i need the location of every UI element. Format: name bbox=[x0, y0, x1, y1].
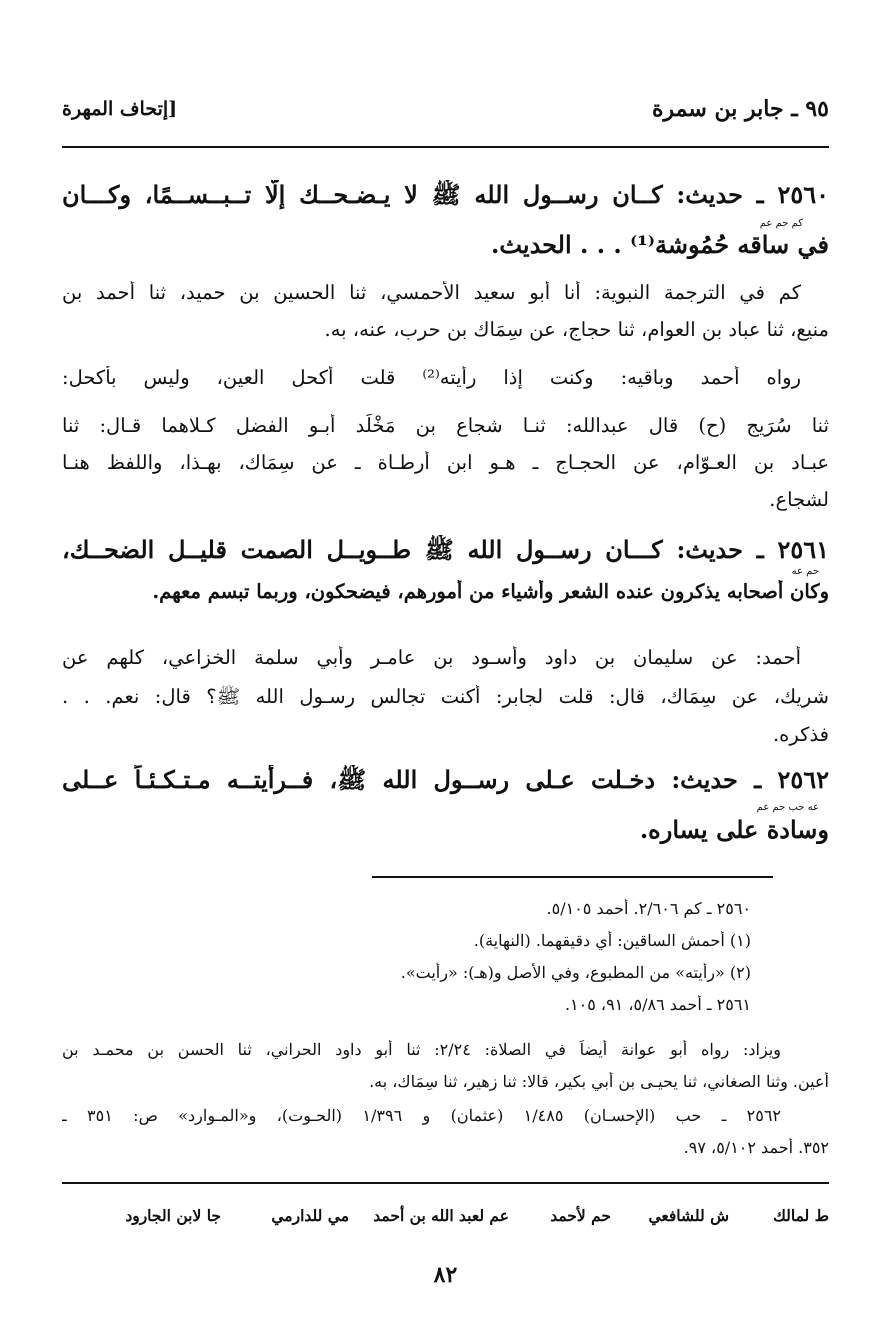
footnote-2562-source-line-1: ٢٥٦٢ ـ حب (الإحسـان) ١/٤٨٥ (عثمان) و ١/٣٩٦ (الحـوت)، و«المـوارد» ص: ٣٥١ ـ bbox=[62, 1106, 781, 1125]
hadith-2562-sigla: عه حب حم عم bbox=[756, 802, 819, 813]
hadith-2561-isnad-line-1: أحمد: عن سليمان بن داود وأسـود بن عامـر وأبي سلمة الخزاعي، كلهم عن bbox=[62, 646, 801, 669]
legend-abdullah: عم لعبد الله بن أحمد bbox=[373, 1206, 509, 1225]
footnote-addition-line-1: ويزاد: رواه أبو عوانة أيضاً في الصلاة: ٢/٢٤: ثنا أبو داود الحراني، ثنا الحسن بن محمـد بن bbox=[62, 1040, 781, 1059]
hadith-2561-sigla: حم عه bbox=[791, 566, 819, 577]
hadith-2560-isnad-line-2: منيع، ثنا عباد بن العوام، ثنا حجاج، عن سِمَاك بن حرب، عنه، به. bbox=[324, 318, 829, 341]
hadith-2560-text-end: في ساقه حُمُوشة⁽¹⁾ . . . الحديث. bbox=[490, 230, 829, 259]
footnote-2: (٢) «رأيته» من المطبوع، وفي الأصل و(هـ): «رأيت». bbox=[400, 963, 751, 982]
page-number: ٨٢ bbox=[433, 1262, 458, 1288]
legend-rule bbox=[62, 1182, 829, 1184]
footnote-2561-source: ٢٥٦١ ـ أحمد ٥/٨٦، ٩١، ١٠٥. bbox=[564, 995, 751, 1014]
hadith-2560-sigla: كم حم عم bbox=[759, 218, 803, 229]
hadith-2561-heading: ٢٥٦١ ـ حديث: كـــان رســول الله ﷺ طــويــل الصمت قليــل الضحــك، bbox=[62, 535, 829, 564]
abbreviation-legend bbox=[62, 1206, 829, 1234]
footnote-2562-source-line-2: ٣٥٢. أحمد ٥/١٠٢، ٩٧. bbox=[683, 1138, 829, 1157]
footnote-2560-source: ٢٥٦٠ ـ كم ٢/٦٠٦. أحمد ٥/١٠٥. bbox=[546, 899, 751, 918]
hadith-2560-riwaya: رواه أحمد وباقيه: وكنت إذا رأيته⁽²⁾ قلت أكحل العين، وليس بأكحل: bbox=[62, 366, 801, 389]
hadith-2560-isnad2-line-1: ثنا سُرَيج (ح) قال عبدالله: ثنـا شجاع بن مَخْلَد أبـو الفضل كـلاهما قـال: ثنا bbox=[62, 414, 829, 437]
book-title: [إتحاف المهرة bbox=[62, 98, 178, 120]
footnote-1: (١) أحمش الساقين: أي دقيقهما. (النهاية). bbox=[473, 931, 751, 950]
legend-ibn-jarud: جا لابن الجارود bbox=[125, 1206, 221, 1225]
hadith-2561-isnad-line-3: فذكره. bbox=[772, 723, 829, 746]
running-header bbox=[62, 96, 829, 130]
hadith-2562-text-end: وسادة على يساره. bbox=[639, 815, 829, 844]
hadith-2561-text-end: وكان أصحابه يذكرون عنده الشعر وأشياء من أمورهم، فيضحكون، وربما تبسم معهم. bbox=[152, 580, 829, 603]
hadith-2562-heading: ٢٥٦٢ ـ حديث: دخـلت عـلى رســول الله ﷺ، فــرأيتــه مـتـكـئـاً عــلى bbox=[62, 765, 829, 794]
legend-darimi: مي للدارمي bbox=[271, 1206, 349, 1225]
hadith-2561-isnad-line-2: شريك، عن سِمَاك، قال: قلت لجابر: أكنت تجالس رسـول الله ﷺ؟ قال: نعم. . . bbox=[62, 685, 829, 708]
legend-ahmad: حم لأحمد bbox=[550, 1206, 611, 1225]
hadith-2560-isnad2-line-3: لشجاع. bbox=[769, 488, 829, 511]
hadith-2560-heading: ٢٥٦٠ ـ حديث: كــان رســول الله ﷺ لا يـضـحــك إلّا تــبــســمًا، وكـــان bbox=[62, 180, 829, 209]
legend-shafii: ش للشافعي bbox=[648, 1206, 729, 1225]
footnote-rule bbox=[372, 876, 773, 878]
hadith-2560-isnad-line-1: كم في الترجمة النبوية: أنا أبو سعيد الأحمسي، ثنا الحسين بن حميد، ثنا أحمد بن bbox=[62, 281, 801, 304]
footnote-addition-line-2: أعين. وثنا الصغاني، ثنا يحيـى بن أبي بكير، قالا: ثنا زهير، ثنا سِمَاك، به. bbox=[369, 1072, 829, 1091]
hadith-2560-isnad2-line-2: عبـاد بن العـوّام، عن الحجـاج ـ هـو ابن أرطـاة ـ عن سِمَاك، بهـذا، واللفظ هنـا bbox=[62, 451, 829, 474]
legend-malik: ط لمالك bbox=[773, 1206, 829, 1225]
chapter-title: ٩٥ ـ جابر بن سمرة bbox=[652, 96, 829, 122]
header-rule bbox=[62, 146, 829, 148]
